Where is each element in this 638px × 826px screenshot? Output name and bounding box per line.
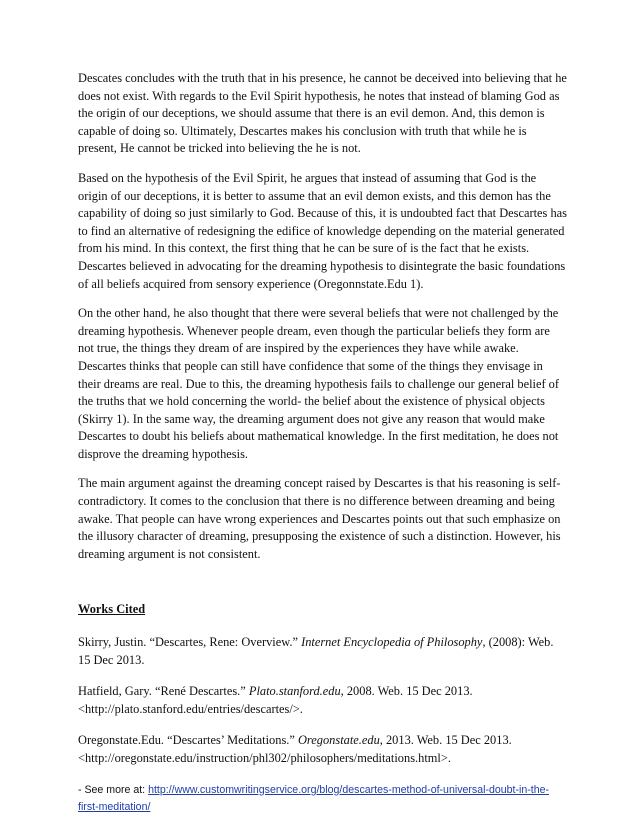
body-paragraph-4: The main argument against the dreaming concept raised by Descartes is that his reasoning is self-contradictory. It comes to the conclusion that there is no difference between dreaming and being awake. That people can have wrong experiences and Descartes points out that such emphasize on the illusory character of dreaming, presupposing the existence of such a distinction. However, his dreaming argument is not consistent.: [78, 476, 561, 561]
body-paragraph-3: On the other hand, he also thought that there were several beliefs that were not challenged by the dreaming hypothesis. Whenever people dream, even though the particular beliefs they form are not true, the things they dream of are inspired by the experiences they have while awake. Descartes thinks that people can still have confidence that some of the things they envisage in their dreams are real. Due to this, the dreaming hypothesis fails to challenge our general belief of the truths that we hold concerning the world- the belief about the existence of physical objects (Skirry 1). In the same way, the dreaming argument does not give any reason that would make Descartes to doubt his beliefs about mathematical knowledge. In the first meditation, he does not disprove the dreaming hypothesis.: [78, 306, 559, 461]
body-paragraph-2: Based on the hypothesis of the Evil Spirit, he argues that instead of assuming that God is the origin of our deceptions, it is better to assume that an evil demon exists, and this demon has the capability of doing so just similarly to God. Because of this, it is undoubted fact that Descartes has to find an alternative of redesigning the edifice of knowledge depending on the material generated from his mind. In this context, the first thing that he can be sure of is the fact that he exists. Descartes believed in advocating for the dreaming hypothesis to disintegrate the basic foundations of all beliefs acquired from sensory experience (Oregonnstate.Edu 1).: [78, 170, 567, 291]
works-cited-heading: Works Cited: [78, 602, 146, 617]
see-more-line: [78, 782, 568, 816]
document-content: [78, 70, 568, 816]
source-link[interactable]: http://www.customwritingservice.org/blog/descartes-method-of-universal-doubt-in-the-first-meditation/: [78, 783, 550, 813]
see-more-prefix: - See more at:: [78, 783, 149, 796]
citation-source-title: Internet Encyclopedia of Philosophy: [301, 635, 483, 650]
citation-entry-1: [78, 634, 568, 669]
citation-entry-3: [78, 732, 568, 767]
citation-text: Skirry, Justin. “Descartes, Rene: Overview.”: [78, 635, 302, 650]
citation-text: Oregonstate.Edu. “Descartes’ Meditations.”: [78, 733, 298, 748]
citation-source-title: Oregonstate.edu: [297, 733, 380, 748]
citation-source-title: Plato.stanford.edu: [248, 684, 341, 699]
citation-text: , (2008): Web. 15 Dec 2013.: [78, 635, 554, 667]
citation-entry-2: [78, 683, 568, 718]
citation-text: , 2013. Web. 15 Dec 2013. <http://oregonstate.edu/instruction/phl302/philosophers/meditations.html>.: [78, 733, 512, 765]
citation-text: , 2008. Web. 15 Dec 2013. <http://plato.stanford.edu/entries/descartes/>.: [78, 684, 473, 716]
body-paragraph-1: Descates concludes with the truth that in his presence, he cannot be deceived into believing that he does not exist. With regards to the Evil Spirit hypothesis, he notes that instead of blaming God as the origin of our deceptions, we should assume that there is an evil demon. And, this demon is capable of doing so. Ultimately, Descartes makes his conclusion with truth that while he is present, He cannot be tricked into believing the he is not.: [78, 71, 567, 156]
citation-text: Hatfield, Gary. “René Descartes.”: [78, 684, 249, 699]
